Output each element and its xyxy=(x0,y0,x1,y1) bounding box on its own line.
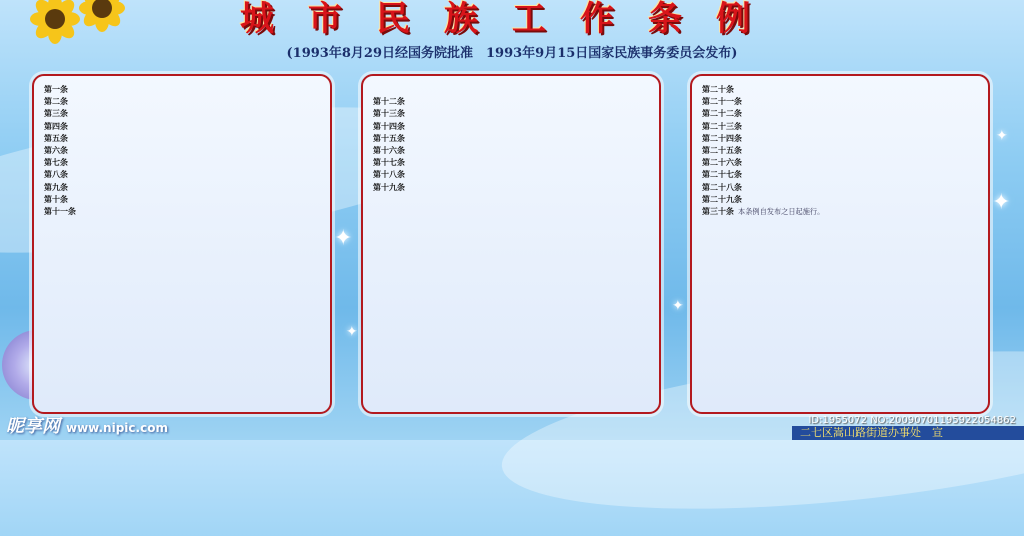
article-label: 第十三条 xyxy=(373,109,405,119)
article-paragraph xyxy=(702,96,978,107)
sparkle-star-icon: ✦ xyxy=(996,128,1008,144)
article-panel-left xyxy=(32,74,332,414)
article-label: 第十四条 xyxy=(373,121,405,131)
article-paragraph xyxy=(702,108,978,119)
article-label: 第二十七条 xyxy=(702,170,742,180)
article-paragraph xyxy=(373,96,649,107)
article-paragraph xyxy=(702,133,978,144)
article-paragraph xyxy=(373,121,649,132)
article-text: 本条例自发布之日起施行。 xyxy=(738,207,825,217)
article-paragraph xyxy=(44,133,320,144)
article-label: 第三十条 xyxy=(702,207,734,217)
article-paragraph xyxy=(373,133,649,144)
watermark-id: ID:1955072 NO:20090701195922054862 xyxy=(808,415,1016,426)
article-paragraph xyxy=(44,96,320,107)
article-label: 第十条 xyxy=(44,194,68,204)
article-paragraph xyxy=(44,157,320,168)
article-label: 第二十一条 xyxy=(702,97,742,107)
article-label: 第二条 xyxy=(44,97,68,107)
article-label: 第三条 xyxy=(44,109,68,119)
article-paragraph xyxy=(373,84,649,95)
sparkle-star-icon: ✦ xyxy=(992,190,1011,215)
sparkle-star-icon: ✦ xyxy=(334,226,353,251)
article-label: 第二十八条 xyxy=(702,182,742,192)
article-label: 第十一条 xyxy=(44,207,76,217)
article-label: 第十九条 xyxy=(373,182,405,192)
article-label: 第十七条 xyxy=(373,158,405,168)
article-paragraph xyxy=(702,194,978,205)
article-label: 第十八条 xyxy=(373,170,405,180)
article-label: 第二十条 xyxy=(702,85,734,94)
article-paragraph xyxy=(702,157,978,168)
article-paragraph xyxy=(373,169,649,180)
article-paragraph xyxy=(44,121,320,132)
article-paragraph xyxy=(44,194,320,205)
page-title: 城市民族工作条例 xyxy=(240,0,784,39)
article-label: 第十五条 xyxy=(373,133,405,143)
article-label: 第二十六条 xyxy=(702,158,742,168)
article-label: 第五条 xyxy=(44,133,68,143)
article-panel-right xyxy=(690,74,990,414)
article-label: 第四条 xyxy=(44,121,68,131)
article-label: 第九条 xyxy=(44,182,68,192)
sparkle-star-icon: ✦ xyxy=(346,324,358,340)
article-paragraph xyxy=(44,145,320,156)
article-paragraph xyxy=(44,108,320,119)
article-label: 第一条 xyxy=(44,85,68,94)
article-label: 第十六条 xyxy=(373,146,405,156)
watermark-site xyxy=(6,412,168,438)
article-label: 第八条 xyxy=(44,170,68,180)
article-paragraph xyxy=(373,182,649,193)
article-label: 第六条 xyxy=(44,146,68,156)
article-paragraph xyxy=(44,206,320,217)
article-paragraph xyxy=(702,169,978,180)
article-label: 第二十二条 xyxy=(702,109,742,119)
article-paragraph xyxy=(373,157,649,168)
article-paragraph xyxy=(373,108,649,119)
article-paragraph xyxy=(702,145,978,156)
watermark-site-name: 昵享网 xyxy=(6,416,60,437)
article-paragraph xyxy=(44,84,320,95)
article-label: 第二十九条 xyxy=(702,194,742,204)
article-label: 第七条 xyxy=(44,158,68,168)
article-paragraph xyxy=(702,206,978,217)
article-paragraph xyxy=(44,182,320,193)
article-label: 第十二条 xyxy=(373,97,405,107)
article-label: 第二十五条 xyxy=(702,146,742,156)
article-paragraph xyxy=(373,145,649,156)
article-paragraph xyxy=(702,182,978,193)
watermark-url: www.nipic.com xyxy=(66,421,168,435)
article-paragraph xyxy=(702,84,978,95)
footer-banner: 二七区嵩山路街道办事处 宣 xyxy=(792,426,1024,440)
article-panel-middle xyxy=(361,74,661,414)
sparkle-star-icon: ✦ xyxy=(672,298,684,314)
article-label: 第二十四条 xyxy=(702,133,742,143)
article-paragraph xyxy=(702,121,978,132)
article-paragraph xyxy=(44,169,320,180)
article-label: 第二十三条 xyxy=(702,121,742,131)
page-subtitle: (1993年8月29日经国务院批准 1993年9月15日国家民族事务委员会发布) xyxy=(286,46,738,61)
